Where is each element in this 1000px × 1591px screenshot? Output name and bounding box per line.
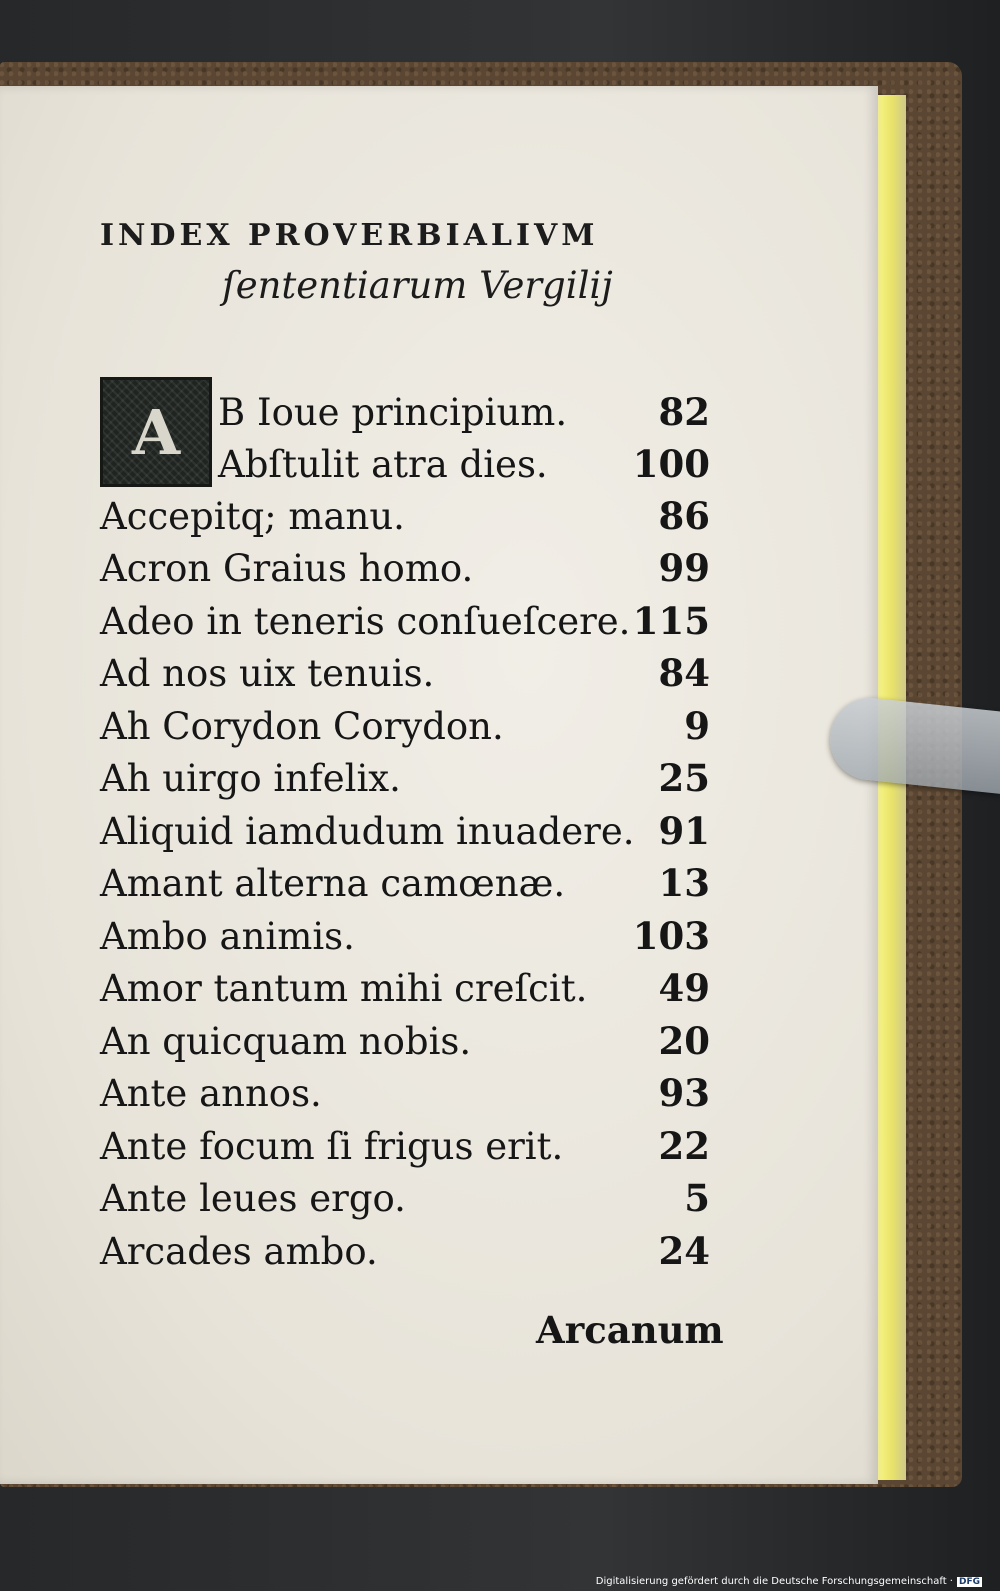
- entry-text: Arcades ambo.: [100, 1230, 378, 1273]
- entry-page: 22: [658, 1124, 710, 1168]
- index-entry: [218, 390, 710, 442]
- dfg-logo: DFG: [958, 1577, 980, 1587]
- entry-page: 20: [658, 1019, 710, 1063]
- entry-page: 49: [658, 966, 710, 1010]
- entry-text: Amant alterna camœnæ.: [100, 862, 566, 905]
- entry-text: An quicquam nobis.: [100, 1020, 472, 1063]
- index-title: INDEX PROVERBIALIVM: [100, 218, 599, 253]
- index-entry: [100, 1071, 710, 1123]
- index-entry: [100, 756, 710, 808]
- entry-text: Adeo in teneris conſueſcere.: [100, 600, 631, 643]
- index-entry: [100, 1124, 710, 1176]
- entry-text: Ambo animis.: [100, 915, 355, 958]
- entry-text: Ante leues ergo.: [100, 1177, 406, 1220]
- index-entry: [100, 494, 710, 546]
- catchword: Arcanum: [536, 1308, 724, 1352]
- entry-page: 9: [684, 704, 710, 748]
- index-entry: [100, 861, 710, 913]
- entry-page: 99: [658, 546, 710, 590]
- entry-text: B Ioue principium.: [218, 391, 568, 434]
- entry-text: Ah Corydon Corydon.: [100, 705, 504, 748]
- index-entry: [218, 442, 710, 494]
- entry-page: 93: [658, 1071, 710, 1115]
- decorated-initial: [100, 377, 212, 487]
- index-entry: [100, 966, 710, 1018]
- entry-page: 100: [632, 442, 710, 486]
- index-subtitle: ſententiarum Vergilij: [222, 264, 613, 307]
- entry-page: 115: [632, 599, 710, 643]
- credit-text: Digitalisierung gefördert durch die Deutsche Forschungsgemeinschaft ·: [595, 1576, 953, 1587]
- entry-text: Accepitq; manu.: [100, 495, 405, 538]
- entry-text: Ante annos.: [100, 1072, 322, 1115]
- entry-text: Ante focum ſi frigus erit.: [100, 1125, 564, 1168]
- entry-text: Ad nos uix tenuis.: [100, 652, 435, 695]
- entry-page: 91: [658, 809, 710, 853]
- entry-page: 84: [658, 651, 710, 695]
- index-entry: [100, 704, 710, 756]
- entry-page: 103: [632, 914, 710, 958]
- index-entry: [100, 809, 710, 861]
- entry-page: 82: [658, 390, 710, 434]
- initial-letter: A: [131, 395, 181, 469]
- entry-page: 5: [684, 1176, 710, 1220]
- entry-text: Acron Graius homo.: [100, 547, 474, 590]
- digitization-credit: [596, 1576, 982, 1587]
- entry-page: 24: [658, 1229, 710, 1273]
- index-entry: [100, 651, 710, 703]
- index-entry: [100, 599, 710, 651]
- index-entry: [100, 546, 710, 598]
- entry-text: Ah uirgo infelix.: [100, 757, 401, 800]
- index-entry: [100, 1019, 710, 1071]
- index-entry: [100, 1229, 710, 1281]
- entry-text: Aliquid iamdudum inuadere.: [100, 810, 635, 853]
- index-entry: [100, 1176, 710, 1228]
- entry-text: Amor tantum mihi creſcit.: [100, 967, 588, 1010]
- entry-page: 25: [658, 756, 710, 800]
- entry-page: 86: [658, 494, 710, 538]
- entry-text: Abſtulit atra dies.: [218, 443, 548, 486]
- entry-page: 13: [658, 861, 710, 905]
- index-entry: [100, 914, 710, 966]
